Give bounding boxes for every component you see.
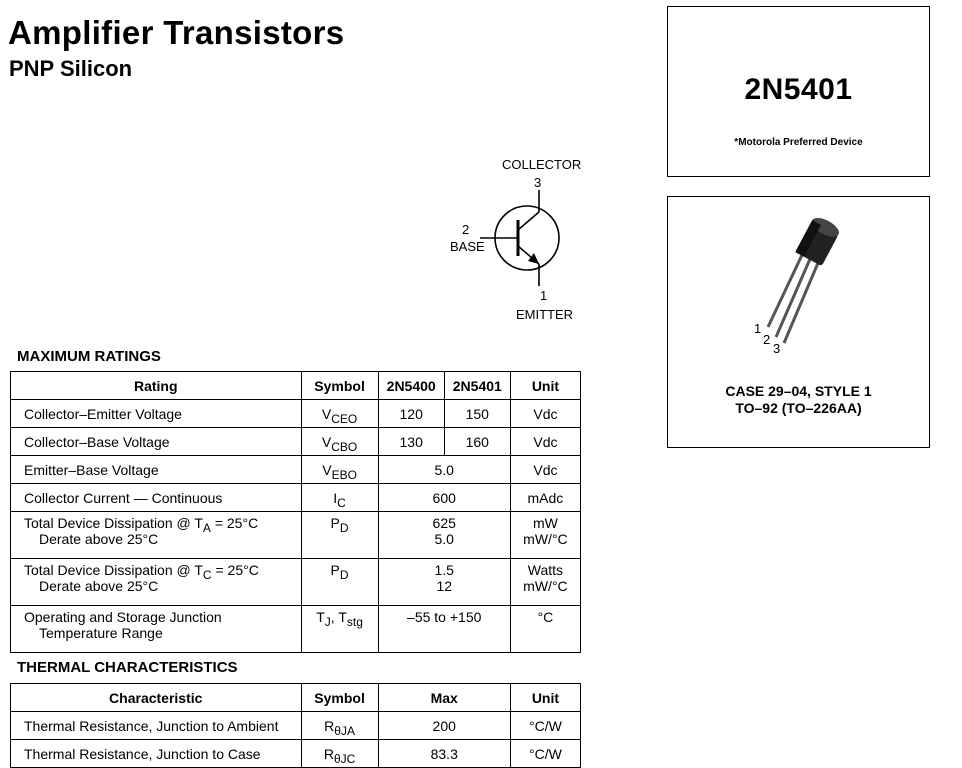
- rating-label-suffix: = 25°C: [211, 562, 259, 578]
- rating-label: Collector Current — Continuous: [24, 489, 223, 506]
- symbol-separator: , T: [330, 609, 347, 625]
- base-pin: 2: [462, 222, 470, 237]
- max-value: 83.3: [378, 740, 510, 768]
- case-line-1: CASE 29–04, STYLE 1: [725, 383, 872, 399]
- column-header: Unit: [510, 684, 580, 712]
- unit: °C/W: [510, 740, 580, 768]
- unit-derate: mW/°C: [523, 578, 568, 594]
- table-row: [11, 559, 581, 606]
- package-case-label: [668, 383, 929, 417]
- max-ratings-title: MAXIMUM RATINGS: [17, 348, 161, 365]
- rating-label: Operating and Storage Junction: [24, 609, 222, 625]
- symbol-subscript-2: stg: [346, 615, 363, 629]
- symbol-subscript: J: [324, 615, 331, 629]
- rating-label: Collector–Base Voltage: [24, 433, 170, 450]
- symbol: R: [323, 745, 334, 762]
- symbol-subscript: EBO: [331, 467, 357, 482]
- symbol-subscript: θJA: [334, 723, 355, 738]
- column-header: Symbol: [301, 372, 378, 400]
- value-derate: 5.0: [434, 531, 454, 547]
- table-row: [11, 456, 581, 484]
- symbol-subscript: CBO: [331, 439, 358, 454]
- table-row: [11, 712, 581, 740]
- symbol: T: [316, 609, 325, 625]
- rating-label-suffix: = 25°C: [210, 515, 259, 531]
- symbol: I: [333, 489, 338, 506]
- unit: Watts: [527, 562, 564, 578]
- pin-label-2: 2: [763, 332, 771, 347]
- value-2n5400: 130: [378, 428, 444, 456]
- rating-subscript: C: [202, 568, 212, 582]
- rating-label-line2: Temperature Range: [39, 625, 163, 641]
- symbol: P: [330, 562, 340, 578]
- part-number: 2N5401: [744, 73, 853, 106]
- unit: mW: [532, 515, 558, 531]
- to92-package-illustration: [668, 197, 929, 377]
- column-header: Symbol: [301, 684, 378, 712]
- pin-label-3: 3: [773, 341, 781, 356]
- characteristic: Thermal Resistance, Junction to Case: [11, 740, 302, 768]
- value-both: 600: [378, 484, 510, 512]
- unit: °C/W: [510, 712, 580, 740]
- thermal-title: THERMAL CHARACTERISTICS: [17, 659, 238, 676]
- emitter-label: EMITTER: [516, 307, 574, 322]
- rating-label: Collector–Emitter Voltage: [24, 405, 182, 422]
- rating-derate-label: Derate above 25°C: [39, 578, 159, 594]
- thermal-table: [10, 683, 581, 768]
- table-header-row: [11, 372, 581, 400]
- table-row: [11, 400, 581, 428]
- symbol: V: [321, 405, 332, 422]
- table-header-row: [11, 684, 581, 712]
- unit: Vdc: [510, 456, 580, 484]
- max-value: 200: [378, 712, 510, 740]
- page-title: Amplifier Transistors: [8, 14, 345, 51]
- pin-label-1: 1: [754, 321, 762, 336]
- table-row: [11, 428, 581, 456]
- column-header: 2N5401: [444, 372, 510, 400]
- emitter-pin: 1: [540, 288, 548, 303]
- symbol: R: [324, 717, 335, 734]
- table-row: [11, 606, 581, 653]
- collector-pin: 3: [534, 175, 542, 190]
- rating-label: Emitter–Base Voltage: [24, 461, 159, 478]
- column-header: 2N5400: [378, 372, 444, 400]
- value-both: –55 to +150: [378, 606, 510, 653]
- preferred-device-note: *Motorola Preferred Device: [734, 137, 863, 148]
- column-header: Characteristic: [11, 684, 302, 712]
- value-derate: 12: [436, 578, 453, 594]
- pnp-transistor-symbol: [440, 150, 590, 330]
- unit: Vdc: [510, 428, 580, 456]
- characteristic: Thermal Resistance, Junction to Ambient: [11, 712, 302, 740]
- page-subtitle: PNP Silicon: [9, 56, 133, 81]
- emitter-arrow-icon: [528, 253, 539, 264]
- symbol-subscript: θJC: [333, 751, 356, 766]
- value-2n5401: 150: [444, 400, 510, 428]
- column-header: Rating: [11, 372, 302, 400]
- symbol: P: [330, 515, 340, 531]
- symbol: V: [322, 461, 332, 478]
- table-row: [11, 484, 581, 512]
- value-2n5400: 120: [378, 400, 444, 428]
- value-2n5401: 160: [444, 428, 510, 456]
- symbol: V: [321, 433, 332, 450]
- unit: Vdc: [510, 400, 580, 428]
- part-number-box: [667, 6, 930, 177]
- column-header: Max: [378, 684, 510, 712]
- symbol-subscript: D: [339, 521, 349, 535]
- package-box: [667, 196, 930, 448]
- collector-label: COLLECTOR: [502, 157, 582, 172]
- rating-derate-label: Derate above 25°C: [39, 531, 159, 547]
- unit: °C: [510, 606, 580, 653]
- symbol-subscript: CEO: [331, 411, 358, 426]
- symbol-subscript: C: [337, 495, 346, 510]
- case-line-2: TO–92 (TO–226AA): [735, 400, 862, 416]
- rating-label: Total Device Dissipation @ T: [24, 515, 203, 531]
- table-row: [11, 512, 581, 559]
- rating-subscript: A: [202, 521, 211, 535]
- unit-derate: mW/°C: [523, 531, 568, 547]
- max-ratings-table: [10, 371, 581, 653]
- base-label: BASE: [450, 239, 485, 254]
- value-both: 5.0: [378, 456, 510, 484]
- value-both: 625: [432, 515, 456, 531]
- column-header: Unit: [510, 372, 580, 400]
- value-both: 1.5: [434, 562, 454, 578]
- table-row: [11, 740, 581, 768]
- unit: mAdc: [510, 484, 580, 512]
- rating-label: Total Device Dissipation @ T: [24, 562, 203, 578]
- symbol-subscript: D: [339, 568, 349, 582]
